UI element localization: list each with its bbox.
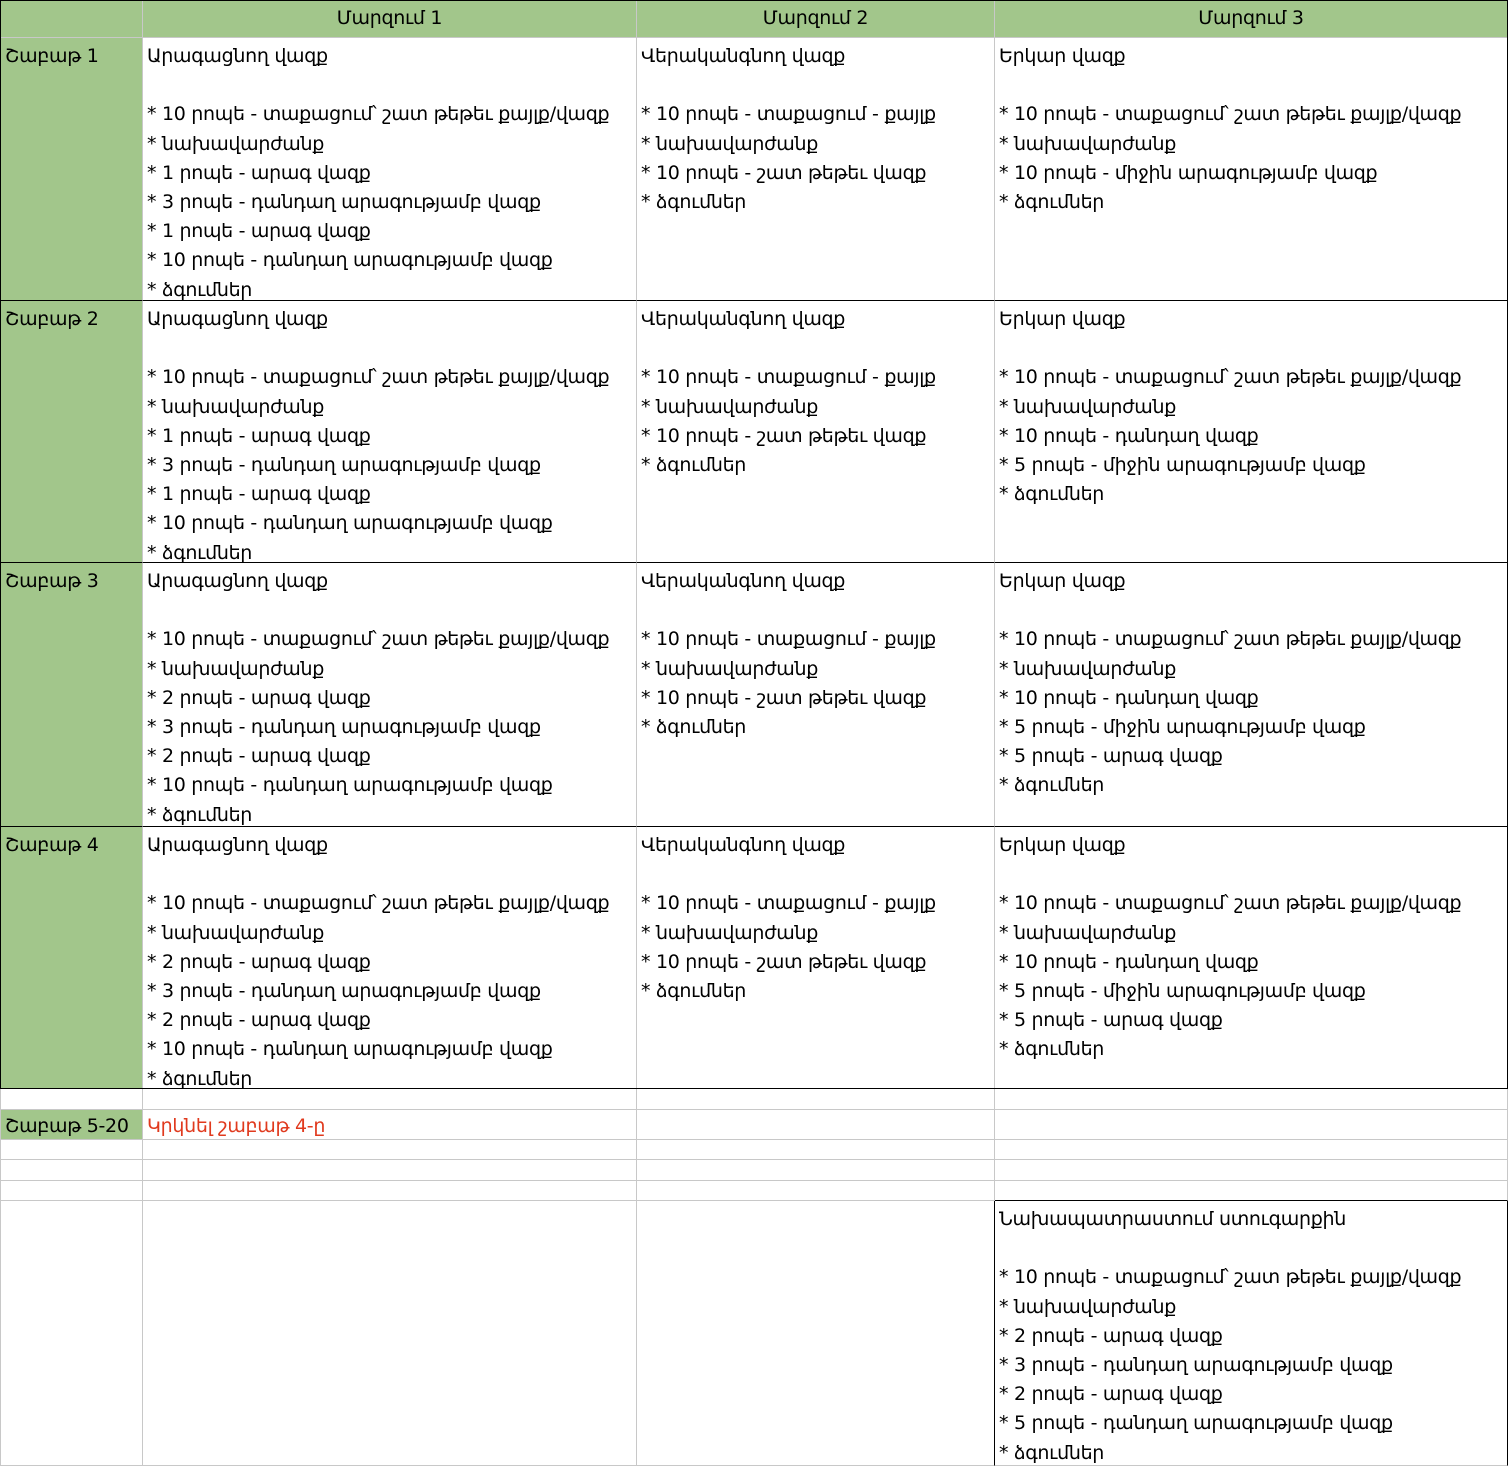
- workout-cell[interactable]: [995, 38, 1508, 301]
- workout-text: Վերականգնող վազք * 10 րոպե - տաքացում - քայլք * նախավարժանք * 10 րոպե - շատ թեթեւ վազք * ձգումներ: [641, 45, 936, 214]
- workout-cell[interactable]: [995, 563, 1508, 827]
- week-label-cell[interactable]: [0, 563, 143, 827]
- workout-cell[interactable]: [637, 38, 995, 301]
- repeat-note-cell[interactable]: [143, 1110, 637, 1140]
- repeat-label-cell[interactable]: [0, 1110, 143, 1140]
- empty-cell[interactable]: [637, 1110, 995, 1140]
- header-workout-3-label: Մարզում 3: [1198, 7, 1304, 29]
- empty-cell[interactable]: [637, 1160, 995, 1181]
- week-label-cell[interactable]: [0, 301, 143, 563]
- workout-text: Վերականգնող վազք * 10 րոպե - տաքացում - քայլք * նախավարժանք * 10 րոպե - շատ թեթեւ վազք * ձգումներ: [641, 570, 936, 739]
- workout-cell[interactable]: [143, 301, 637, 563]
- workout-text: Արագացնող վազք * 10 րոպե - տաքացում՝ շատ թեթեւ քայլք/վազք * նախավարժանք * 2 րոպե - արագ վազք * 3 րոպե - դանդաղ արագությամբ վազք * 2 րոպե - արագ վազք * 10 րոպե - դանդաղ արագությամբ վազք * ձգումներ: [147, 570, 610, 826]
- week-label-cell[interactable]: [0, 38, 143, 301]
- empty-cell[interactable]: [143, 1160, 637, 1181]
- empty-cell[interactable]: [995, 1140, 1508, 1160]
- workout-cell[interactable]: [143, 563, 637, 827]
- workout-text: Արագացնող վազք * 10 րոպե - տաքացում՝ շատ թեթեւ քայլք/վազք * նախավարժանք * 1 րոպե - արագ վազք * 3 րոպե - դանդաղ արագությամբ վազք * 1 րոպե - արագ վազք * 10 րոպե - դանդաղ արագությամբ վազք * ձգումներ: [147, 308, 610, 563]
- workout-cell[interactable]: [637, 301, 995, 563]
- header-workout-2[interactable]: [637, 0, 995, 38]
- empty-cell[interactable]: [637, 1140, 995, 1160]
- empty-cell[interactable]: [0, 1140, 143, 1160]
- empty-cell[interactable]: [0, 1160, 143, 1181]
- empty-cell[interactable]: [637, 1201, 995, 1466]
- empty-cell[interactable]: [995, 1110, 1508, 1140]
- header-corner-cell[interactable]: [0, 0, 143, 38]
- empty-cell[interactable]: [637, 1181, 995, 1201]
- week-label: Շաբաթ 2: [5, 308, 99, 330]
- week-label: Շաբաթ 1: [5, 45, 99, 67]
- empty-cell[interactable]: [0, 1089, 143, 1110]
- workout-text: Երկար վազք * 10 րոպե - տաքացում՝ շատ թեթեւ քայլք/վազք * նախավարժանք * 10 րոպե - միջին արագությամբ վազք * ձգումներ: [999, 45, 1462, 214]
- workout-text: Երկար վազք * 10 րոպե - տաքացում՝ շատ թեթեւ քայլք/վազք * նախավարժանք * 10 րոպե - դանդաղ վազք * 5 րոպե - միջին արագությամբ վազք * ձգումներ: [999, 308, 1462, 506]
- workout-text: Վերականգնող վազք * 10 րոպե - տաքացում - քայլք * նախավարժանք * 10 րոպե - շատ թեթեւ վազք * ձգումներ: [641, 834, 936, 1003]
- empty-cell[interactable]: [637, 1089, 995, 1110]
- empty-cell[interactable]: [0, 1181, 143, 1201]
- empty-cell[interactable]: [995, 1160, 1508, 1181]
- workout-cell[interactable]: [995, 301, 1508, 563]
- workout-text: Երկար վազք * 10 րոպե - տաքացում՝ շատ թեթեւ քայլք/վազք * նախավարժանք * 10 րոպե - դանդաղ վազք * 5 րոպե - միջին արագությամբ վազք * 5 րոպե - արագ վազք * ձգումներ: [999, 570, 1462, 797]
- empty-cell[interactable]: [143, 1089, 637, 1110]
- empty-cell[interactable]: [143, 1181, 637, 1201]
- repeat-note: Կրկնել շաբաթ 4-ը: [147, 1115, 326, 1137]
- prep-text: Նախապատրաստում ստուգարքին * 10 րոպե - տաքացում՝ շատ թեթեւ քայլք/վազք * նախավարժանք * 2 րոպե - արագ վազք * 3 րոպե - դանդաղ արագությամբ վազք * 2 րոպե - արագ վազք * 5 րոպե - դանդաղ արագությամբ վազք * ձգումներ: [999, 1208, 1462, 1464]
- workout-text: Երկար վազք * 10 րոպե - տաքացում՝ շատ թեթեւ քայլք/վազք * նախավարժանք * 10 րոպե - դանդաղ վազք * 5 րոպե - միջին արագությամբ վազք * 5 րոպե - արագ վազք * ձգումներ: [999, 834, 1462, 1061]
- week-label: Շաբաթ 3: [5, 570, 99, 592]
- repeat-label: Շաբաթ 5-20: [5, 1115, 129, 1137]
- week-label: Շաբաթ 4: [5, 834, 99, 856]
- header-workout-1[interactable]: [143, 0, 637, 38]
- week-label-cell[interactable]: [0, 827, 143, 1089]
- empty-cell[interactable]: [143, 1201, 637, 1466]
- workout-text: Արագացնող վազք * 10 րոպե - տաքացում՝ շատ թեթեւ քայլք/վազք * նախավարժանք * 2 րոպե - արագ վազք * 3 րոպե - դանդաղ արագությամբ վազք * 2 րոպե - արագ վազք * 10 րոպե - դանդաղ արագությամբ վազք * ձգումներ: [147, 834, 610, 1089]
- workout-cell[interactable]: [995, 827, 1508, 1089]
- workout-cell[interactable]: [143, 38, 637, 301]
- empty-cell[interactable]: [143, 1140, 637, 1160]
- workout-cell[interactable]: [143, 827, 637, 1089]
- header-workout-2-label: Մարզում 2: [762, 7, 869, 29]
- header-workout-3[interactable]: [995, 0, 1508, 38]
- workout-cell[interactable]: [637, 563, 995, 827]
- empty-cell[interactable]: [995, 1089, 1508, 1110]
- prep-cell[interactable]: [994, 1201, 1508, 1466]
- workout-text: Արագացնող վազք * 10 րոպե - տաքացում՝ շատ թեթեւ քայլք/վազք * նախավարժանք * 1 րոպե - արագ վազք * 3 րոպե - դանդաղ արագությամբ վազք * 1 րոպե - արագ վազք * 10 րոպե - դանդաղ արագությամբ վազք * ձգումներ: [147, 45, 610, 301]
- workout-text: Վերականգնող վազք * 10 րոպե - տաքացում - քայլք * նախավարժանք * 10 րոպե - շատ թեթեւ վազք * ձգումներ: [641, 308, 936, 477]
- empty-cell[interactable]: [995, 1181, 1508, 1201]
- empty-cell[interactable]: [0, 1201, 143, 1466]
- workout-cell[interactable]: [637, 827, 995, 1089]
- header-workout-1-label: Մարզում 1: [336, 7, 443, 29]
